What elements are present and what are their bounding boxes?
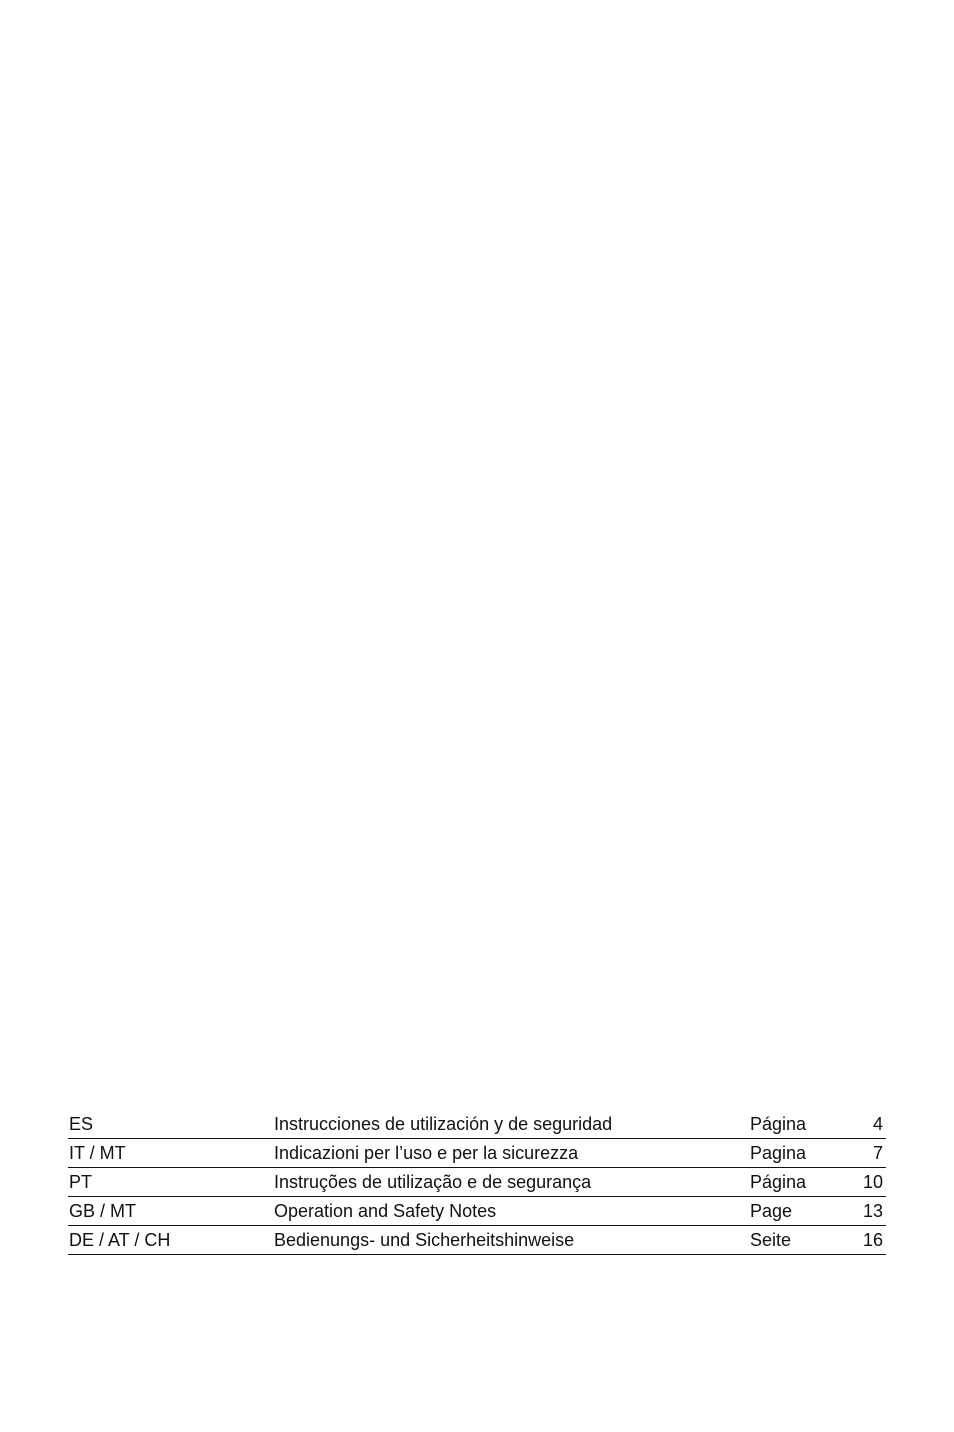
language-code: DE / AT / CH — [69, 1230, 171, 1250]
section-title: Instrucciones de utilización y de seguridad — [274, 1114, 613, 1134]
page-number: 13 — [862, 1201, 883, 1221]
page-label: Pagina — [750, 1143, 807, 1163]
page-number: 7 — [872, 1143, 883, 1163]
language-code: IT / MT — [69, 1143, 126, 1163]
section-title: Bedienungs- und Sicherheitshinweise — [274, 1230, 575, 1250]
page-label: Page — [750, 1201, 793, 1221]
toc-row-pt[interactable] — [68, 1168, 886, 1197]
page-number: 10 — [862, 1172, 883, 1192]
language-code: ES — [69, 1114, 94, 1134]
toc-row-de-at-ch[interactable] — [68, 1226, 886, 1255]
language-code: GB / MT — [69, 1201, 136, 1221]
language-code: PT — [69, 1172, 93, 1192]
section-title: Instruções de utilização e de segurança — [274, 1172, 592, 1192]
page-label: Seite — [750, 1230, 792, 1250]
page-number: 4 — [872, 1114, 883, 1134]
page-number: 16 — [862, 1230, 883, 1250]
page-label: Página — [750, 1172, 807, 1192]
table-of-contents — [68, 1110, 886, 1255]
page-label: Página — [750, 1114, 807, 1134]
section-title: Indicazioni per l’uso e per la sicurezza — [274, 1143, 579, 1163]
toc-row-gb-mt[interactable] — [68, 1197, 886, 1226]
toc-row-it-mt[interactable] — [68, 1139, 886, 1168]
toc-row-es[interactable] — [68, 1110, 886, 1139]
section-title: Operation and Safety Notes — [274, 1201, 497, 1221]
